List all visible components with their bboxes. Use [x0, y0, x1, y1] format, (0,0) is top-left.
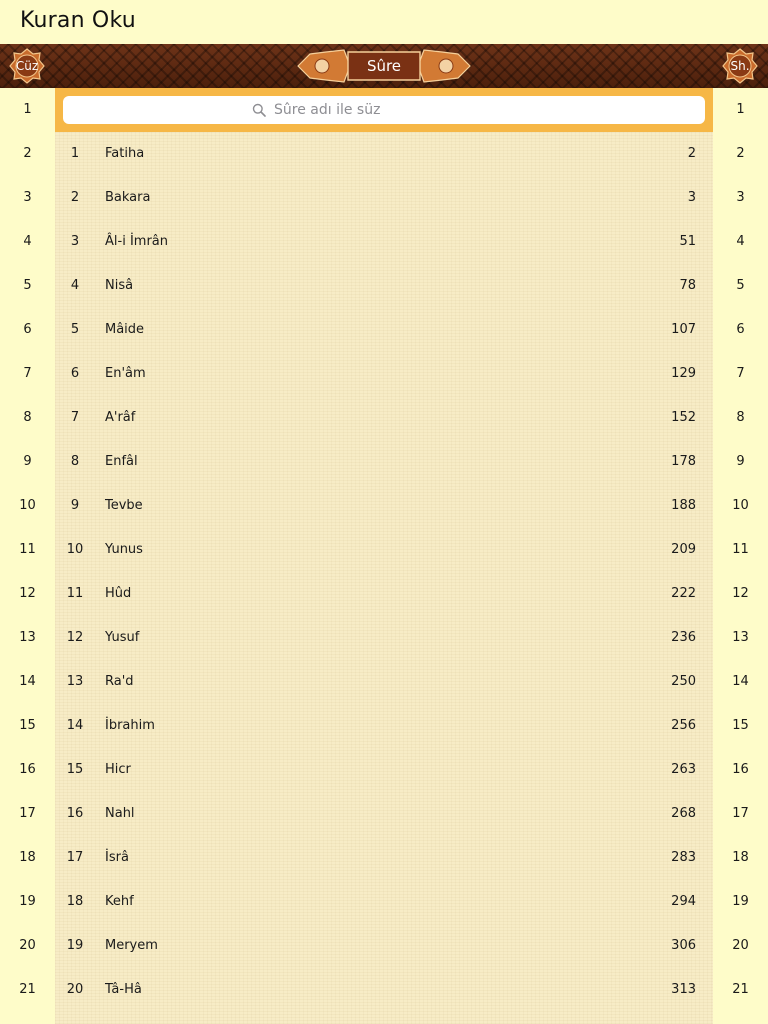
index-number[interactable]: 9	[736, 454, 745, 469]
surah-name: A'râf	[105, 410, 136, 425]
index-number[interactable]: 4	[736, 234, 745, 249]
index-number[interactable]: 5	[23, 278, 32, 293]
juz-button[interactable]	[9, 48, 45, 84]
index-number[interactable]: 7	[23, 366, 32, 381]
surah-row[interactable]	[55, 616, 713, 660]
surah-page: 51	[679, 234, 696, 249]
index-number[interactable]: 17	[732, 806, 749, 821]
index-number[interactable]: 11	[732, 542, 749, 557]
surah-number: 5	[70, 322, 80, 337]
index-number[interactable]: 12	[19, 586, 36, 601]
index-number[interactable]: 9	[23, 454, 32, 469]
surah-name: Nisâ	[105, 278, 134, 293]
surah-number: 13	[66, 674, 84, 689]
surah-name: Tevbe	[105, 498, 143, 513]
index-number[interactable]: 14	[19, 674, 36, 689]
index-number[interactable]: 1	[736, 102, 745, 117]
index-number[interactable]: 20	[732, 938, 749, 953]
surah-page: 107	[671, 322, 696, 337]
surah-row[interactable]	[55, 220, 713, 264]
surah-page: 78	[679, 278, 696, 293]
surah-number: 10	[66, 542, 84, 557]
surah-name: Enfâl	[105, 454, 138, 469]
index-number[interactable]: 16	[732, 762, 749, 777]
search-icon	[252, 103, 266, 117]
surah-row[interactable]	[55, 968, 713, 1012]
surah-list-panel	[55, 88, 713, 1024]
search-bar	[55, 88, 713, 132]
surah-page: 283	[671, 850, 696, 865]
surah-page: 222	[671, 586, 696, 601]
surah-name: İsrâ	[105, 850, 129, 865]
tab-ornament	[296, 46, 472, 86]
surah-number: 11	[66, 586, 84, 601]
surah-name: Hicr	[105, 762, 131, 777]
title-bar	[0, 0, 768, 44]
surah-number: 17	[66, 850, 84, 865]
surah-row[interactable]	[55, 792, 713, 836]
index-number[interactable]: 18	[732, 850, 749, 865]
surah-page: 313	[671, 982, 696, 997]
index-number[interactable]: 17	[19, 806, 36, 821]
surah-page: 236	[671, 630, 696, 645]
index-number[interactable]: 6	[736, 322, 745, 337]
surah-row[interactable]	[55, 704, 713, 748]
index-number[interactable]: 19	[19, 894, 36, 909]
navigation-toolbar	[0, 44, 768, 89]
surah-name: Kehf	[105, 894, 134, 909]
index-number[interactable]: 11	[19, 542, 36, 557]
index-number[interactable]: 21	[732, 982, 749, 997]
surah-page: 209	[671, 542, 696, 557]
index-number[interactable]: 5	[736, 278, 745, 293]
surah-number: 15	[66, 762, 84, 777]
surah-number: 1	[70, 146, 80, 161]
juz-index-left	[0, 88, 55, 1024]
surah-row[interactable]	[55, 308, 713, 352]
index-number[interactable]: 10	[732, 498, 749, 513]
surah-page: 188	[671, 498, 696, 513]
surah-row[interactable]	[55, 660, 713, 704]
surah-page: 306	[671, 938, 696, 953]
surah-name: Yunus	[105, 542, 143, 557]
surah-page: 268	[671, 806, 696, 821]
surah-row[interactable]	[55, 132, 713, 176]
index-number[interactable]: 15	[19, 718, 36, 733]
index-number[interactable]: 18	[19, 850, 36, 865]
juz-label: Cüz	[15, 59, 39, 73]
surah-page: 263	[671, 762, 696, 777]
surah-number: 8	[70, 454, 80, 469]
surah-page: 250	[671, 674, 696, 689]
surah-number: 14	[66, 718, 84, 733]
surah-number: 7	[70, 410, 80, 425]
surah-number: 19	[66, 938, 84, 953]
index-number[interactable]: 10	[19, 498, 36, 513]
index-number[interactable]: 8	[23, 410, 32, 425]
surah-name: Âl-i İmrân	[105, 234, 168, 249]
index-number[interactable]: 3	[736, 190, 745, 205]
surah-name: Yusuf	[105, 630, 140, 645]
index-number[interactable]: 6	[23, 322, 32, 337]
page-button[interactable]	[722, 48, 758, 84]
surah-row[interactable]	[55, 836, 713, 880]
surah-name: Ra'd	[105, 674, 134, 689]
index-number[interactable]: 8	[736, 410, 745, 425]
index-number[interactable]: 15	[732, 718, 749, 733]
index-number[interactable]: 20	[19, 938, 36, 953]
surah-row[interactable]	[55, 352, 713, 396]
surah-name: Bakara	[105, 190, 151, 205]
surah-row[interactable]	[55, 440, 713, 484]
surah-number: 18	[66, 894, 84, 909]
surah-row[interactable]	[55, 528, 713, 572]
index-number[interactable]: 2	[736, 146, 745, 161]
surah-row[interactable]	[55, 748, 713, 792]
index-number[interactable]: 1	[23, 102, 32, 117]
surah-name: Mâide	[105, 322, 145, 337]
search-input[interactable]	[272, 101, 516, 119]
surah-number: 16	[66, 806, 84, 821]
surah-row[interactable]	[55, 396, 713, 440]
index-number[interactable]: 4	[23, 234, 32, 249]
surah-name: En'âm	[105, 366, 146, 381]
page-label: Sh.	[730, 59, 750, 73]
surah-number: 9	[70, 498, 80, 513]
index-number[interactable]: 19	[732, 894, 749, 909]
surah-page: 294	[671, 894, 696, 909]
surah-number: 2	[70, 190, 80, 205]
index-number[interactable]: 3	[23, 190, 32, 205]
surah-number: 3	[70, 234, 80, 249]
index-number[interactable]: 13	[732, 630, 749, 645]
juz-index-right	[713, 88, 768, 1024]
surah-number: 12	[66, 630, 84, 645]
surah-name: Nahl	[105, 806, 135, 821]
surah-page: 152	[671, 410, 696, 425]
tab-sure[interactable]: Sûre	[366, 57, 402, 75]
search-field[interactable]	[63, 96, 705, 124]
surah-row[interactable]	[55, 176, 713, 220]
surah-row[interactable]	[55, 880, 713, 924]
surah-page: 256	[671, 718, 696, 733]
index-number[interactable]: 16	[19, 762, 36, 777]
surah-row[interactable]	[55, 264, 713, 308]
index-number[interactable]: 2	[23, 146, 32, 161]
surah-page: 3	[687, 190, 696, 205]
index-number[interactable]: 13	[19, 630, 36, 645]
surah-name: Tâ-Hâ	[105, 982, 142, 997]
surah-page: 2	[687, 146, 696, 161]
index-number[interactable]: 21	[19, 982, 36, 997]
surah-row[interactable]	[55, 572, 713, 616]
surah-page: 129	[671, 366, 696, 381]
surah-number: 4	[70, 278, 80, 293]
surah-number: 20	[66, 982, 84, 997]
surah-number: 6	[70, 366, 80, 381]
surah-name: Fatiha	[105, 146, 145, 161]
surah-row[interactable]	[55, 484, 713, 528]
surah-name: Hûd	[105, 586, 132, 601]
surah-row[interactable]	[55, 924, 713, 968]
index-number[interactable]: 7	[736, 366, 745, 381]
app-title: Kuran Oku	[20, 8, 136, 33]
surah-name: Meryem	[105, 938, 158, 953]
index-number[interactable]: 14	[732, 674, 749, 689]
surah-page: 178	[671, 454, 696, 469]
index-number[interactable]: 12	[732, 586, 749, 601]
surah-name: İbrahim	[105, 718, 155, 733]
